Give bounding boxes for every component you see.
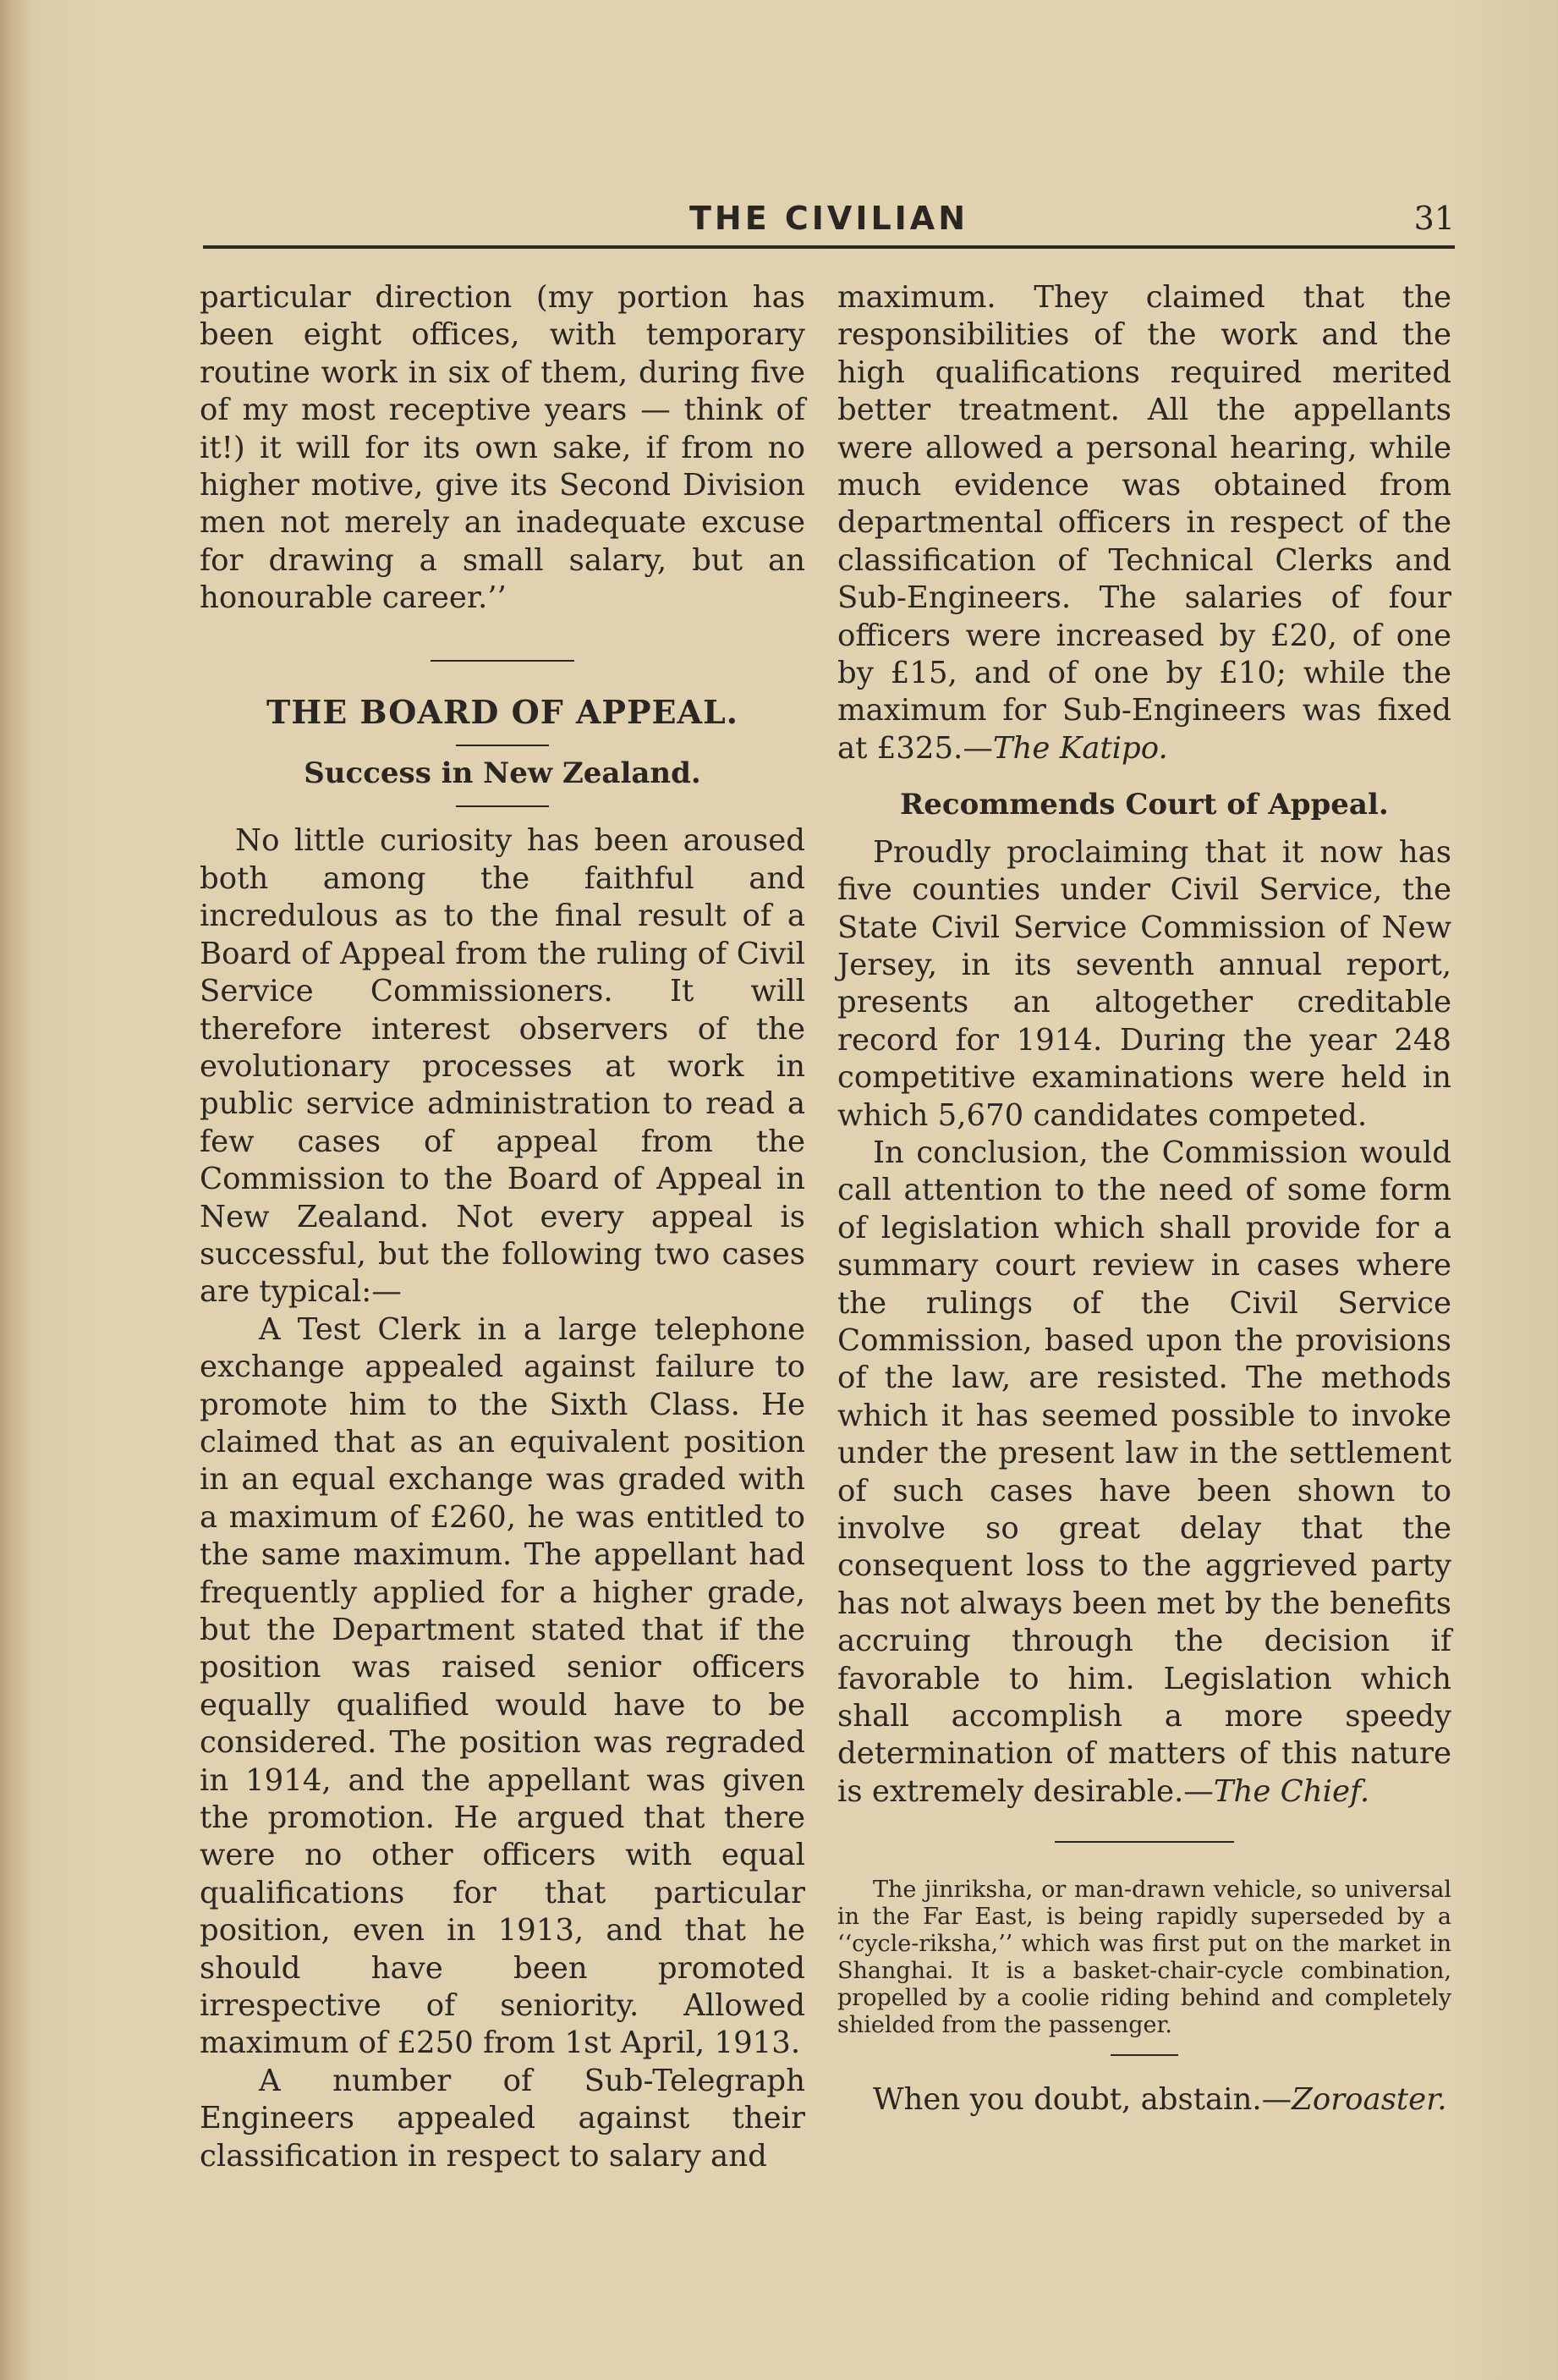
right-column: [837, 279, 1451, 2119]
article-title: THE BOARD OF APPEAL.: [266, 692, 738, 731]
source-citation: The Chief.: [1213, 1773, 1370, 1809]
article-paragraph: A Test Clerk in a large telephone exchange appealed against failure to promote him to the Sixth Class. He claimed that as an equivalent position in an equal exchange was graded with a maximum of £260, he was entitled to the same maximum. The appellant had frequently applied for a higher grade, but the Department stated that if the position was raised senior officers equally qualified would have to be considered. The position was regraded in 1914, and the appellant was given the promotion. He argued that there were no other officers with equal qualifications for that particular position, even in 1913, and that he should have been promoted irrespective of seniority. Allowed maximum of £250 from 1st April, 1913.: [200, 1311, 805, 2061]
quote-text: When you doubt, abstain.—: [873, 2082, 1292, 2118]
note-paragraph: The jinriksha, or man-drawn vehicle, so universal in the Far East, is being rapidly superseded by a ‘‘cycle-riksha,’’ which was first put on the market in Shanghai. It is a basket-chair-cycle combination, propelled by a coolie riding behind and completely shielded from the passenger.: [837, 1877, 1451, 2039]
running-head: THE CIVILIAN: [688, 200, 969, 237]
article-subtitle: Success in New Zealand.: [304, 756, 701, 791]
paragraph-text: In conclusion, the Commission would call attention to the need of some form of legislation which shall provide for a summary court review in cases where the rulings of the Civil Service Commission, based upon the provisions of the law, are resisted. The methods which it has seemed possible to invoke under the present law in the settlement of such cases have been shown to involve so great delay that the consequent loss to the aggrieved party has not always been met by the benefits accruing through the decision if favorable to him. Legislation which shall accomplish a more speedy determination of matters of this nature is extremely desirable.—: [837, 1135, 1451, 1809]
title-divider: [456, 745, 549, 746]
header-rule: [203, 245, 1455, 249]
article-paragraph: A number of Sub-Telegraph Engineers appealed against their classification in respect to salary and: [200, 2063, 805, 2174]
article-paragraph: No little curiosity has been aroused both among the faithful and incredulous as to the final result of a Board of Appeal from the ruling of Civil Service Commissioners. It will therefore interest observers of the evolutionary processes at work in public service administration to read a few cases of appeal from the Commission to the Board of Appeal in New Zealand. Not every appeal is successful, but the following two cases are typical:—: [200, 823, 805, 1310]
note-divider: [1111, 2054, 1178, 2056]
paragraph-text: maximum. They claimed that the responsibilities of the work and the high qualifications required merited better treatment. All the appellants were allowed a personal hearing, while much evidence was obtained from departmental officers in respect of the classification of Technical Clerks and Sub-Engineers. The salaries of four officers were increased by £20, of one by £15, and of one by £10; while the maximum for Sub-Engineers was fixed at £325.—: [837, 280, 1451, 766]
section-title: Recommends Court of Appeal.: [900, 788, 1389, 822]
section-divider: [1055, 1841, 1234, 1843]
section-divider: [431, 660, 574, 662]
article-paragraph: [837, 1135, 1451, 1811]
continued-paragraph: particular direction (my portion has been eight offices, with temporary routine work in six of them, during five of my most receptive years — think of it!) it will for its own sake, if from no higher motive, give its Second Division men not merely an inadequate excuse for drawing a small salary, but an honourable career.’’: [200, 280, 805, 616]
page-header: [203, 200, 1455, 239]
quote-source: Zoroaster.: [1292, 2082, 1447, 2118]
article-paragraph: Proudly proclaiming that it now has five counties under Civil Service, the State Civil Service Commission of New Jersey, in its seventh annual report, presents an altogether creditable record for 1914. During the year 248 competitive examinations were held in which 5,670 candidates competed.: [837, 834, 1451, 1133]
source-citation: The Katipo.: [992, 730, 1168, 766]
page-number: 31: [1413, 200, 1455, 237]
article-paragraph: [837, 279, 1451, 767]
left-column: [200, 279, 805, 2175]
quote: [837, 2081, 1451, 2119]
subtitle-divider: [456, 805, 549, 807]
